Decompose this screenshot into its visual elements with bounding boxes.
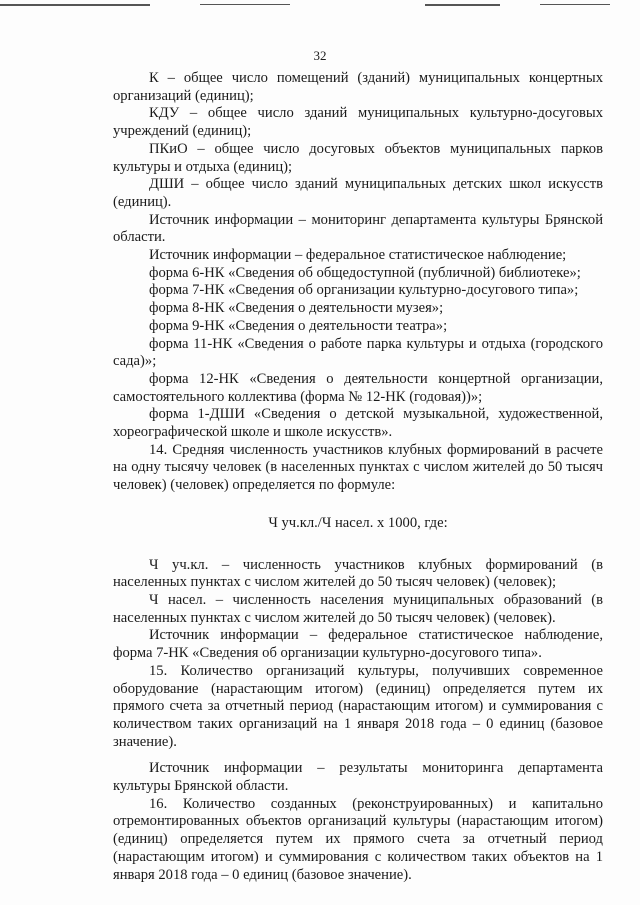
scan-artifact-line	[425, 4, 500, 6]
form-6nk: форма 6-НК «Сведения об общедоступной (публичной) библиотеке»;	[149, 264, 581, 281]
form-11nk: форма 11-НК «Сведения о работе парка культуры и отдыха (городского сада)»;	[113, 335, 603, 370]
definition-kdu: КДУ – общее число зданий муниципальных культурно-досуговых учреждений (единиц);	[113, 105, 603, 140]
form-12nk: форма 12-НК «Сведения о деятельности концертной организации, самостоятельного коллектива (форма № 12-НК (годовая))»;	[113, 370, 603, 405]
source-info-monitoring: Источник информации – мониторинг департамента культуры Брянской области.	[113, 211, 603, 246]
definition-pkio: ПКиО – общее число досуговых объектов муниципальных парков культуры и отдыха (единиц);	[113, 140, 603, 175]
definition-ch-uch-kl: Ч уч.кл. – численность участников клубных формирований (в населенных пунктах с числом жителей до 50 тысяч человек) (человек);	[113, 556, 603, 591]
scan-artifact-line	[540, 4, 610, 5]
source-info-form-7nk: Источник информации – федеральное статистическое наблюдение, форма 7-НК «Сведения об организации культурно-досугового типа».	[113, 627, 603, 662]
form-1dshi: форма 1-ДШИ «Сведения о детской музыкальной, художественной, хореографической школе и школе искусств».	[113, 406, 603, 441]
source-info-results: Источник информации – результаты мониторинга департамента культуры Брянской области.	[113, 760, 603, 795]
formula: Ч уч.кл./Ч насел. х 1000, где:	[268, 514, 448, 531]
form-7nk: форма 7-НК «Сведения об организации культурно-досугового типа»;	[149, 282, 579, 299]
item-15-text: 15. Количество организаций культуры, получивших современное оборудование (нарастающим итогом) (единиц) определяется путем их прямого счета за отчетный период (нарастающим итогом) и суммирования с количеством таких организаций на 1 января 2018 года – 0 единиц (базовое значение).	[113, 662, 603, 750]
item-16-text: 16. Количество созданных (реконструированных) и капитально отремонтированных объектов организаций культуры (нарастающим итогом) (единиц) определяется путем их прямого счета за отчетный период (нарастающим итогом) и суммирования с количеством таких объектов на 1 января 2018 года – 0 единиц (базовое значение).	[113, 795, 603, 883]
document-body	[113, 70, 603, 884]
definition-k: К – общее число помещений (зданий) муниципальных концертных организаций (единиц);	[113, 70, 603, 104]
item-14-text: 14. Средняя численность участников клубных формирований в расчете на одну тысячу человек (в населенных пунктах с числом жителей до 50 тысяч человек) (человек) определяется по формуле:	[113, 441, 603, 494]
form-9nk: форма 9-НК «Сведения о деятельности театра»;	[149, 317, 448, 334]
scan-artifact-line	[200, 4, 290, 5]
scan-artifact-line	[0, 4, 150, 6]
definition-ch-nasel: Ч насел. – численность населения муниципальных образований (в населенных пунктах с числом жителей до 50 тысяч человек) (человек).	[113, 591, 603, 626]
form-8nk: форма 8-НК «Сведения о деятельности музея»;	[149, 300, 444, 317]
source-info-statistics: Источник информации – федеральное статистическое наблюдение;	[149, 247, 567, 264]
definition-dshi: ДШИ – общее число зданий муниципальных детских школ искусств (единиц).	[113, 176, 603, 210]
page-number: 32	[313, 48, 327, 63]
